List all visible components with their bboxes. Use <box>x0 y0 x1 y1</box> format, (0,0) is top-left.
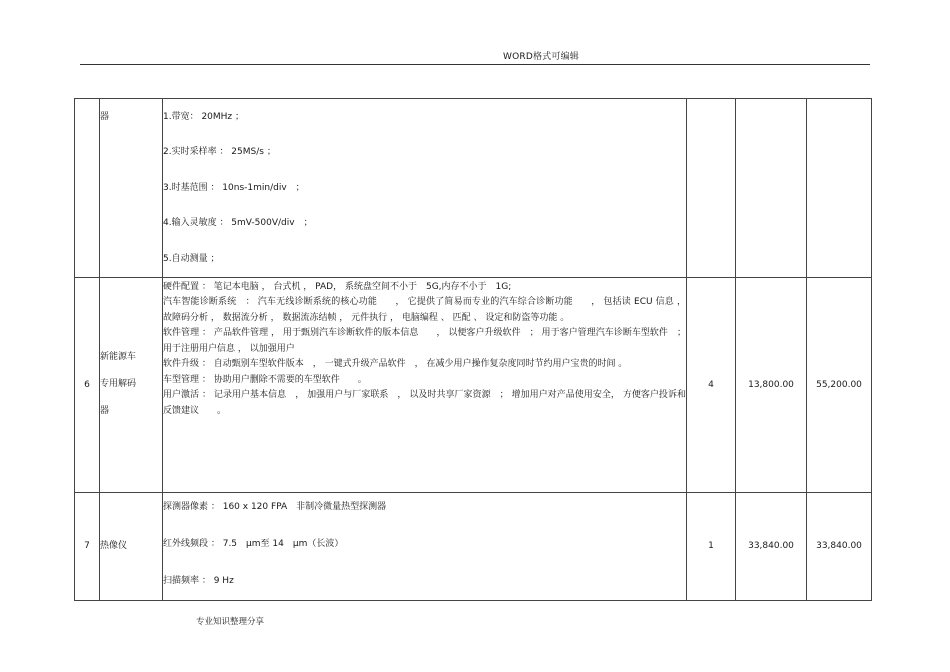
spec-line: 软件管理 ： 产品软件管理 ， 用于甄别汽车诊断软件的版本信息 ， 以便客户升级软件 ； 用于客户管理汽车诊断车型软件 ； 用于注册用户信息 ， 以加强用户 <box>163 328 686 354</box>
item-name-line: 器 <box>100 406 110 417</box>
quantity-cell: 4 <box>687 277 736 492</box>
total-price-cell: 33,840.00 <box>807 492 872 600</box>
page-footer-text: 专业知识整理分享 <box>196 617 265 627</box>
spec-line: 4.输入灵敏度 ： 5mV-500V/div ； <box>163 218 313 229</box>
spec-line: 软件升级 ： 自动甄别车型软件版本 ， 一键式升级产品软件 ， 在减少用户操作复杂度同时节约用户宝贵的时间 。 <box>163 359 628 370</box>
spec-line: 3.时基范围 ： 10ns-1min/div ； <box>163 182 305 193</box>
spec-line: 探测器像素 ： 160 x 120 FPA 非制冷微量热型探测器 <box>163 501 387 512</box>
item-number-cell: 7 <box>75 492 100 600</box>
item-name-cell <box>100 492 163 600</box>
item-spec-cell <box>163 99 687 278</box>
spec-line: 扫描频率 ： 9 Hz <box>163 575 234 586</box>
unit-price-cell: 13,800.00 <box>736 277 807 492</box>
unit-price-cell <box>736 99 807 278</box>
item-name-line: 新能源车 <box>100 352 137 363</box>
spec-list <box>163 492 686 600</box>
spec-line: 2.实时采样率 ： 25MS/s ； <box>163 147 276 158</box>
spec-list <box>163 278 686 423</box>
item-number-cell <box>75 99 100 278</box>
spec-line: 红外线频段 ： 7.5 μm至 14 μm（长波） <box>163 538 344 549</box>
spec-line: 5.自动测量 ； <box>163 253 220 264</box>
spec-line: 车型管理 ： 协助用户删除不需要的车型软件 。 <box>163 374 367 385</box>
spec-line: 汽车智能诊断系统 ： 汽车无线诊断系统的核心功能 ， 它提供了简易而专业的汽车综合诊断功能 ， 包括读 ECU 信息 ， 故障码分析 ， 数据流分析 ， 数据流冻结帧 ， 元件执行 ， 电脑编程 、 匹配 、 设定和防盗等功能 。 <box>163 297 686 323</box>
spec-list <box>163 100 686 277</box>
table-row <box>75 492 872 600</box>
table-row <box>75 99 872 278</box>
item-number-cell: 6 <box>75 277 100 492</box>
spec-line: 1.带宽： 20MHz ； <box>163 112 245 122</box>
item-name-cell <box>100 277 163 492</box>
page-header-title: WORD格式可编辑 <box>503 52 579 62</box>
quantity-cell <box>687 99 736 278</box>
item-name-line: 器 <box>100 112 110 122</box>
item-name-line: 专用解码 <box>100 379 137 390</box>
unit-price-cell: 33,840.00 <box>736 492 807 600</box>
spec-line: 硬件配置 ： 笔记本电脑 ， 台式机 ， PAD， 系统盘空间不小于 5G,内存不小于 1G; <box>163 281 512 292</box>
item-name-cell <box>100 99 163 278</box>
spec-line: 用户激活 ： 记录用户基本信息 ， 加强用户与厂家联系 ， 以及时共享厂家资源 ； 增加用户对产品使用安全， 方便客户投诉和反馈建议 。 <box>163 390 686 416</box>
item-spec-cell <box>163 492 687 600</box>
item-spec-cell <box>163 277 687 492</box>
header-divider <box>80 64 870 65</box>
item-name-line: 热像仪 <box>100 541 128 552</box>
total-price-cell <box>807 99 872 278</box>
table-row <box>75 277 872 492</box>
equipment-spec-table <box>74 98 872 601</box>
total-price-cell: 55,200.00 <box>807 277 872 492</box>
quantity-cell: 1 <box>687 492 736 600</box>
